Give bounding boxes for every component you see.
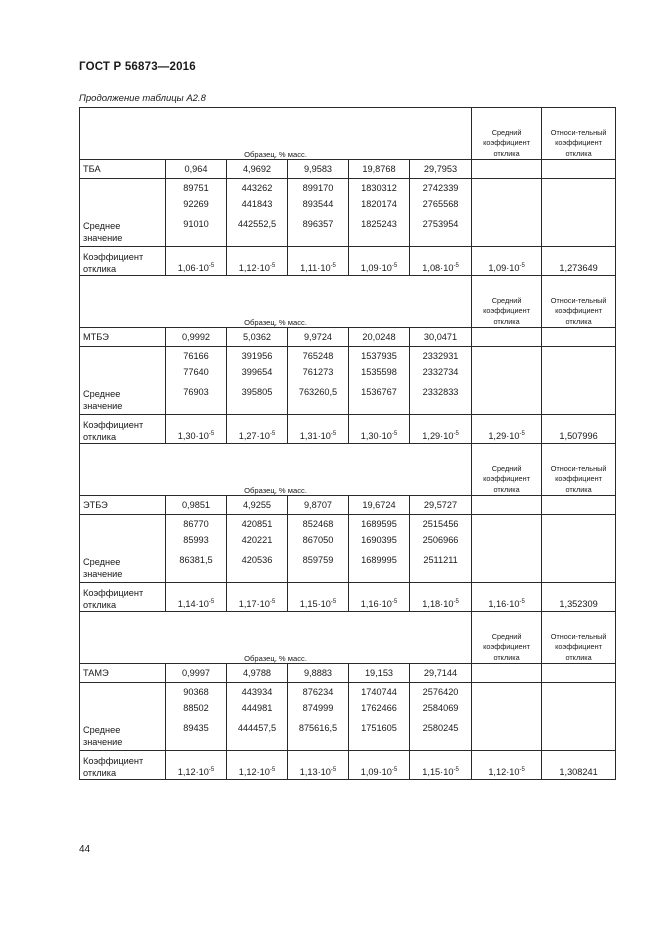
average-label: Среднее значение <box>80 683 166 751</box>
measurement-cell <box>288 515 349 583</box>
average-value: 859759 <box>302 555 334 565</box>
coefficient-label: Коэффициент отклика <box>80 415 166 444</box>
coefficient-cell <box>166 247 227 276</box>
measurement-value: 899170 <box>302 183 334 193</box>
measurement-value: 852468 <box>302 519 334 529</box>
measurement-value: 1830312 <box>361 183 397 193</box>
coefficient-cell <box>349 583 410 612</box>
average-value: 2332833 <box>422 387 459 397</box>
concentration-cell: 5,0362 <box>227 328 288 347</box>
coef-exponent: -5 <box>453 431 459 437</box>
average-label: Среднее значение <box>80 179 166 247</box>
coef-exponent: -5 <box>208 599 215 605</box>
concentration-cell: 9,9583 <box>288 160 349 179</box>
measurement-value: 86770 <box>183 519 209 529</box>
measurement-cell <box>410 683 472 751</box>
measurement-value: 2576420 <box>422 687 459 697</box>
measurement-value: 893544 <box>302 199 334 209</box>
measurement-cell <box>227 347 288 415</box>
coefficient-cell <box>227 247 288 276</box>
measurement-value: 1537935 <box>361 351 397 361</box>
measurement-value: 399654 <box>241 367 273 377</box>
measurement-cell <box>410 179 472 247</box>
coef-mantissa: 1,31·10 <box>299 431 331 441</box>
measurement-cell <box>227 179 288 247</box>
measurement-value: 88502 <box>183 703 209 713</box>
measurement-value: 420221 <box>241 535 273 545</box>
coef-exponent: -5 <box>391 767 398 773</box>
compound-name: ТБА <box>80 160 166 179</box>
coef-exponent: -5 <box>269 599 276 605</box>
empty-cell <box>542 515 616 583</box>
concentration-cell: 9,8883 <box>288 664 349 683</box>
measurement-cell <box>288 347 349 415</box>
empty-cell <box>472 179 542 247</box>
coef-mantissa: 1,12·10 <box>238 263 270 273</box>
measurement-value: 1820174 <box>361 199 397 209</box>
measurement-cell <box>166 683 227 751</box>
coef-mantissa: 1,09·10 <box>360 767 392 777</box>
measurement-row <box>80 179 616 247</box>
coefficient-cell <box>410 415 472 444</box>
avg-coefficient-cell <box>472 751 542 780</box>
concentration-cell: 4,9255 <box>227 496 288 515</box>
measurement-cell <box>166 179 227 247</box>
coef-mantissa: 1,30·10 <box>360 431 392 441</box>
average-value: 91010 <box>183 219 209 229</box>
measurement-value: 92269 <box>183 199 209 209</box>
sample-header: Образец, % масс. <box>80 108 472 160</box>
table-caption: Продолжение таблицы А2.8 <box>79 93 206 104</box>
concentration-cell: 4,9788 <box>227 664 288 683</box>
measurement-cell <box>349 347 410 415</box>
rel-coef-header: Относи-тельный коэффициент отклика <box>542 612 616 664</box>
average-value: 763260,5 <box>298 387 338 397</box>
coefficient-row <box>80 751 616 780</box>
empty-cell <box>542 664 616 683</box>
measurement-value: 1689595 <box>361 519 397 529</box>
empty-cell <box>472 160 542 179</box>
average-value: 89435 <box>183 723 209 733</box>
header-row <box>80 276 616 328</box>
measurement-value: 761273 <box>302 367 334 377</box>
coefficient-cell <box>410 247 472 276</box>
compound-row <box>80 664 616 683</box>
measurement-value: 89751 <box>183 183 209 193</box>
avg-coefficient-cell <box>472 415 542 444</box>
coef-mantissa: 1,17·10 <box>238 599 270 609</box>
empty-cell <box>472 328 542 347</box>
measurement-cell <box>349 515 410 583</box>
concentration-cell: 29,7953 <box>410 160 472 179</box>
average-value: 1751605 <box>361 723 397 733</box>
concentration-cell: 29,5727 <box>410 496 472 515</box>
average-value: 1536767 <box>361 387 397 397</box>
concentration-cell: 19,6724 <box>349 496 410 515</box>
coefficient-label: Коэффициент отклика <box>80 247 166 276</box>
coefficient-cell <box>166 751 227 780</box>
coefficient-label: Коэффициент отклика <box>80 583 166 612</box>
average-label: Среднее значение <box>80 347 166 415</box>
average-value: 420536 <box>241 555 273 565</box>
measurement-value: 391956 <box>241 351 273 361</box>
empty-cell <box>472 347 542 415</box>
concentration-cell: 9,9724 <box>288 328 349 347</box>
measurement-value: 765248 <box>302 351 334 361</box>
header-row <box>80 108 616 160</box>
concentration-cell: 0,9851 <box>166 496 227 515</box>
coef-exponent: -5 <box>330 599 337 605</box>
coef-exponent: -5 <box>391 599 398 605</box>
coef-mantissa: 1,06·10 <box>177 263 209 273</box>
coefficient-label: Коэффициент отклика <box>80 751 166 780</box>
concentration-cell: 0,964 <box>166 160 227 179</box>
response-coefficient-table <box>79 107 616 780</box>
coef-exponent: -5 <box>330 431 337 437</box>
avg-coef-header: Средний коэффициент отклика <box>472 444 542 496</box>
coef-mantissa: 1,09·10 <box>488 263 520 273</box>
concentration-cell: 4,9692 <box>227 160 288 179</box>
empty-cell <box>472 664 542 683</box>
average-value: 442552,5 <box>237 219 277 229</box>
measurement-cell <box>166 515 227 583</box>
coefficient-cell <box>288 751 349 780</box>
coefficient-row <box>80 583 616 612</box>
measurement-row <box>80 683 616 751</box>
compound-row <box>80 160 616 179</box>
coefficient-cell <box>410 751 472 780</box>
measurement-value: 2765568 <box>422 199 459 209</box>
average-value: 76903 <box>183 387 209 397</box>
coef-mantissa: 1,29·10 <box>488 431 520 441</box>
coefficient-cell <box>227 415 288 444</box>
measurement-value: 867050 <box>302 535 334 545</box>
rel-coef-header: Относи-тельный коэффициент отклика <box>542 444 616 496</box>
coef-exponent: -5 <box>453 767 459 773</box>
coef-mantissa: 1,08·10 <box>422 263 454 273</box>
coef-mantissa: 1,18·10 <box>422 599 454 609</box>
avg-coefficient-cell <box>472 583 542 612</box>
compound-name: ТАМЭ <box>80 664 166 683</box>
coef-exponent: -5 <box>391 431 398 437</box>
measurement-value: 2742339 <box>422 183 459 193</box>
relative-coefficient-cell: 1,273649 <box>542 247 616 276</box>
compound-name: МТБЭ <box>80 328 166 347</box>
measurement-cell <box>410 347 472 415</box>
coef-exponent: -5 <box>269 263 276 269</box>
concentration-cell: 19,153 <box>349 664 410 683</box>
coef-mantissa: 1,14·10 <box>177 599 209 609</box>
empty-cell <box>542 683 616 751</box>
concentration-cell: 30,0471 <box>410 328 472 347</box>
measurement-value: 2506966 <box>422 535 459 545</box>
coef-exponent: -5 <box>519 431 525 437</box>
avg-coef-header: Средний коэффициент отклика <box>472 612 542 664</box>
coefficient-cell <box>349 751 410 780</box>
concentration-cell: 0,9997 <box>166 664 227 683</box>
coefficient-cell <box>410 583 472 612</box>
average-value: 1689995 <box>361 555 397 565</box>
coef-exponent: -5 <box>269 431 276 437</box>
coef-mantissa: 1,15·10 <box>422 767 454 777</box>
measurement-value: 77640 <box>183 367 209 377</box>
coefficient-cell <box>288 415 349 444</box>
concentration-cell: 9,8707 <box>288 496 349 515</box>
coef-exponent: -5 <box>208 767 215 773</box>
coefficient-cell <box>166 583 227 612</box>
coefficient-cell <box>288 583 349 612</box>
coef-exponent: -5 <box>330 263 336 269</box>
measurement-value: 1690395 <box>361 535 397 545</box>
relative-coefficient-cell: 1,507996 <box>542 415 616 444</box>
compound-name: ЭТБЭ <box>80 496 166 515</box>
coef-mantissa: 1,15·10 <box>299 599 331 609</box>
avg-coefficient-cell <box>472 247 542 276</box>
average-value: 86381,5 <box>179 555 213 565</box>
measurement-row <box>80 347 616 415</box>
coef-exponent: -5 <box>519 767 525 773</box>
compound-row <box>80 496 616 515</box>
coef-mantissa: 1,12·10 <box>488 767 520 777</box>
page-number: 44 <box>79 844 91 855</box>
coef-exponent: -5 <box>208 263 215 269</box>
average-value: 444457,5 <box>237 723 277 733</box>
relative-coefficient-cell: 1,352309 <box>542 583 616 612</box>
measurement-cell <box>349 179 410 247</box>
empty-cell <box>472 515 542 583</box>
measurement-value: 1740744 <box>361 687 397 697</box>
measurement-cell <box>349 683 410 751</box>
coef-mantissa: 1,13·10 <box>299 767 331 777</box>
measurement-value: 2332734 <box>422 367 459 377</box>
concentration-cell: 19,8768 <box>349 160 410 179</box>
measurement-value: 2584069 <box>422 703 459 713</box>
measurement-row <box>80 515 616 583</box>
sample-header: Образец, % масс. <box>80 276 472 328</box>
avg-coef-header: Средний коэффициент отклика <box>472 276 542 328</box>
coef-exponent: -5 <box>269 767 276 773</box>
measurement-value: 2515456 <box>422 519 459 529</box>
measurement-cell <box>288 683 349 751</box>
avg-coef-header: Средний коэффициент отклика <box>472 108 542 160</box>
coefficient-row <box>80 415 616 444</box>
header-row <box>80 612 616 664</box>
measurement-cell <box>166 347 227 415</box>
compound-row <box>80 328 616 347</box>
measurement-value: 90368 <box>183 687 209 697</box>
average-value: 875616,5 <box>298 723 338 733</box>
header-row <box>80 444 616 496</box>
coef-mantissa: 1,16·10 <box>360 599 392 609</box>
measurement-value: 874999 <box>302 703 334 713</box>
coef-exponent: -5 <box>453 263 459 269</box>
coef-mantissa: 1,09·10 <box>360 263 392 273</box>
coefficient-cell <box>288 247 349 276</box>
average-value: 2511211 <box>423 555 458 565</box>
measurement-value: 441843 <box>241 199 273 209</box>
measurement-value: 443262 <box>241 183 273 193</box>
coef-exponent: -5 <box>391 263 398 269</box>
coef-exponent: -5 <box>330 767 337 773</box>
coefficient-row <box>80 247 616 276</box>
measurement-cell <box>288 179 349 247</box>
concentration-cell: 0,9992 <box>166 328 227 347</box>
relative-coefficient-cell: 1,308241 <box>542 751 616 780</box>
coefficient-cell <box>349 247 410 276</box>
average-value: 395805 <box>241 387 273 397</box>
empty-cell <box>542 179 616 247</box>
empty-cell <box>542 496 616 515</box>
coef-exponent: -5 <box>519 599 525 605</box>
rel-coef-header: Относи-тельный коэффициент отклика <box>542 108 616 160</box>
document-header: ГОСТ Р 56873—2016 <box>79 61 196 73</box>
average-value: 1825243 <box>361 219 397 229</box>
measurement-value: 876234 <box>302 687 334 697</box>
coef-exponent: -5 <box>453 599 459 605</box>
average-value: 2753954 <box>422 219 459 229</box>
measurement-value: 2332931 <box>422 351 459 361</box>
coef-exponent: -5 <box>519 263 525 269</box>
coef-mantissa: 1,12·10 <box>238 767 270 777</box>
measurement-value: 85993 <box>183 535 209 545</box>
coef-exponent: -5 <box>208 431 215 437</box>
empty-cell <box>542 328 616 347</box>
coef-mantissa: 1,12·10 <box>177 767 209 777</box>
measurement-cell <box>410 515 472 583</box>
measurement-cell <box>227 683 288 751</box>
empty-cell <box>542 160 616 179</box>
coefficient-cell <box>227 751 288 780</box>
coefficient-cell <box>227 583 288 612</box>
coef-mantissa: 1,16·10 <box>488 599 520 609</box>
concentration-cell: 20,0248 <box>349 328 410 347</box>
average-value: 896357 <box>302 219 334 229</box>
empty-cell <box>472 683 542 751</box>
average-value: 2580245 <box>422 723 459 733</box>
coef-mantissa: 1,27·10 <box>238 431 270 441</box>
coefficient-cell <box>349 415 410 444</box>
coef-mantissa: 1,30·10 <box>177 431 209 441</box>
empty-cell <box>472 496 542 515</box>
coef-mantissa: 1,11·10 <box>300 263 331 273</box>
measurement-value: 76166 <box>183 351 209 361</box>
rel-coef-header: Относи-тельный коэффициент отклика <box>542 276 616 328</box>
measurement-value: 1762466 <box>361 703 397 713</box>
measurement-value: 1535598 <box>361 367 397 377</box>
measurement-value: 443934 <box>241 687 273 697</box>
empty-cell <box>542 347 616 415</box>
coefficient-cell <box>166 415 227 444</box>
measurement-value: 444981 <box>241 703 273 713</box>
measurement-value: 420851 <box>241 519 273 529</box>
average-label: Среднее значение <box>80 515 166 583</box>
measurement-cell <box>227 515 288 583</box>
sample-header: Образец, % масс. <box>80 444 472 496</box>
concentration-cell: 29,7144 <box>410 664 472 683</box>
coef-mantissa: 1,29·10 <box>422 431 454 441</box>
sample-header: Образец, % масс. <box>80 612 472 664</box>
